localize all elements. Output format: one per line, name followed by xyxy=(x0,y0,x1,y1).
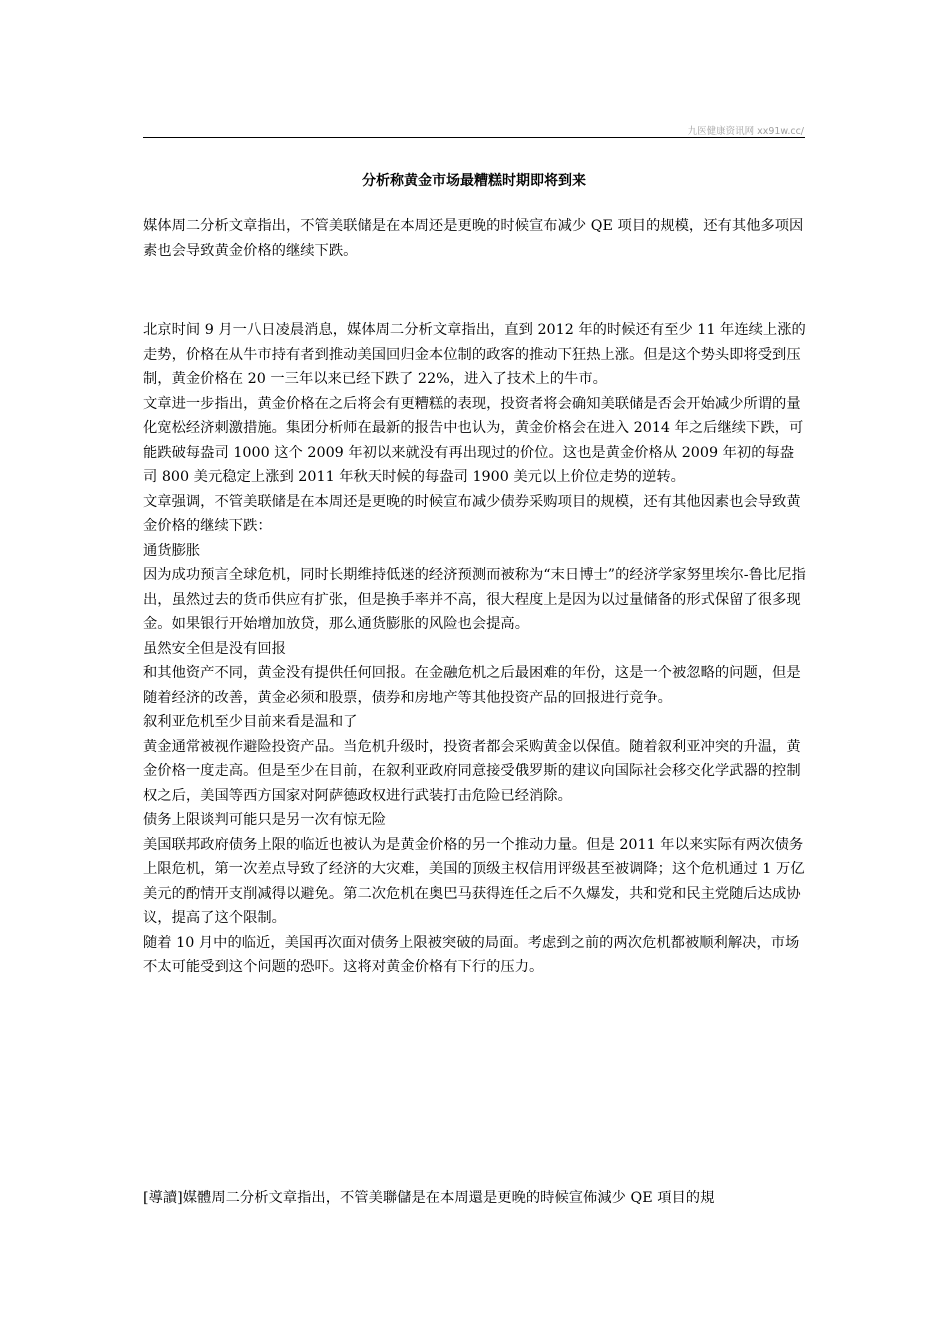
article-title: 分析称黄金市场最糟糕时期即将到来 xyxy=(362,173,586,189)
subheading-inflation: 通货膨胀 xyxy=(143,542,201,559)
paragraph-syria: 黄金通常被视作避险投资产品。当危机升级时，投资者都会采购黄金以保值。随着叙利亚冲突的升温，黄金价格一度走高。但是至少在目前，在叙利亚政府同意接受俄罗斯的建议向国际社会移交化学武器的控制权之后，美国等西方国家对阿萨德政权进行武装打击危险已经消除。 xyxy=(143,738,801,804)
paragraph-emphasis: 文章强调，不管美联储是在本周还是更晚的时候宣布减少债券采购项目的规模，还有其他因素也会导致黄金价格的继续下跌： xyxy=(143,493,801,534)
paragraph-inflation: 因为成功预言全球危机，同时长期维持低迷的经济预测而被称为“末日博士”的经济学家努里埃尔-鲁比尼指出，虽然过去的货币供应有扩张，但是换手率并不高，很大程度上是因为以过量储备的形式保留了很多现金。如果银行开始增加放贷，那么通货膨胀的风险也会提高。 xyxy=(143,567,806,632)
header-rule xyxy=(143,137,805,138)
subheading-syria: 叙利亚危机至少目前来看是温和了 xyxy=(143,714,358,730)
paragraph-analysis: 文章进一步指出，黄金价格在之后将会有更糟糕的表现，投资者将会确知美联储是否会开始减少所谓的量化宽松经济刺激措施。集团分析师在最新的报告中也认为，黄金价格会在进入 2014 年之后继续下跌，可能跌破每盎司 1000 这个 2009 年初以来就没有再出现过的价位。这也是黄金价格从 2009 年初的每盎司 800 美元稳定上涨到 2011 年秋天时候的每盎司 1900 美元以上价位走势的逆转。 xyxy=(143,395,804,485)
header-source: 九医健康资讯网 xx91w.cc/ xyxy=(687,126,804,137)
footer-lead-text: [導讀]媒體周二分析文章指出，不管美聯儲是在本周還是更晚的時候宣佈減少 QE 項目的規 xyxy=(143,1190,715,1206)
lead-paragraph: 媒体周二分析文章指出，不管美联储是在本周还是更晚的时候宣布减少 QE 项目的规模，还有其他多项因素也会导致黄金价格的继续下跌。 xyxy=(143,218,804,259)
paragraph-october: 随着 10 月中的临近，美国再次面对债务上限被突破的局面。考虑到之前的两次危机都被顺利解决，市场不太可能受到这个问题的恐吓。这将对黄金价格有下行的压力。 xyxy=(143,934,800,975)
article-body xyxy=(143,318,808,980)
paragraph-intro: 北京时间 9 月一八日凌晨消息，媒体周二分析文章指出，直到 2012 年的时候还有至少 11 年连续上涨的走势，价格在从牛市持有者到推动美国回归金本位制的政客的推动下狂热上涨。但是这个势头即将受到压制，黄金价格在 20 一三年以来已经下跌了 22%，进入了技术上的牛市。 xyxy=(143,322,806,387)
article-lead xyxy=(143,214,808,263)
paragraph-debt-ceiling: 美国联邦政府债务上限的临近也被认为是黄金价格的另一个推动力量。但是 2011 年以来实际有两次债务上限危机，第一次差点导致了经济的大灾难，美国的顶级主权信用评级甚至被调降；这个危机通过 1 万亿美元的酌情开支削减得以避免。第二次危机在奥巴马获得连任之后不久爆发，共和党和民主党随后达成协议，提高了这个限制。 xyxy=(143,836,805,926)
footer-lead xyxy=(143,1186,808,1211)
paragraph-no-return: 和其他资产不同，黄金没有提供任何回报。在金融危机之后最困难的年份，这是一个被忽略的问题，但是随着经济的改善，黄金必须和股票，债券和房地产等其他投资产品的回报进行竞争。 xyxy=(143,665,801,706)
subheading-no-return: 虽然安全但是没有回报 xyxy=(143,640,286,657)
subheading-debt-ceiling: 债务上限谈判可能只是另一次有惊无险 xyxy=(143,812,387,828)
